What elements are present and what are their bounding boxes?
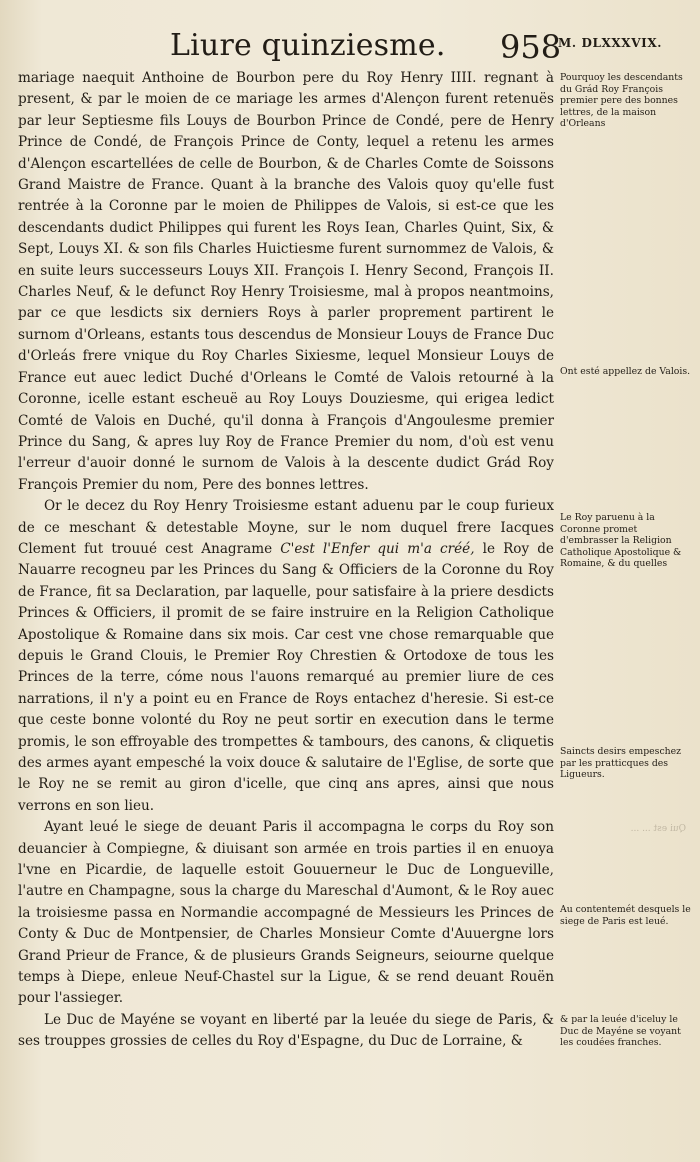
marginal-note-5: Au contentemét desquels le siege de Paris est leué. [560,904,691,927]
paragraph-1: mariage naequit Anthoine de Bourbon pere du Roy Henry IIII. regnant à present, & par le moien de ce mariage les armes d'Alençon furent retenuës par leur Septiesme fils Louys de Bourbon Prince de Condé, pere de Henry Prince de Condé, de François Prince de Conty, lequel a retenu les armes d'Alençon escartellées de celle de Bourbon, & de Charles Comte de Soissons Grand Maistre de France. Quant à la branche des Valois quoy qu'elle fust rentrée à la Coronne par le moien de Philippes de Valois, si est-ce que les descendants dudict Philippes qui furent les Roys Iean, Charles Quint, Six, & Sept, Louys XI. & son fils Charles Huictiesme furent surnommez de Valois, & en suite leurs successeurs Louys XII. François I. Henry Second, François II. Charles Neuf, & le defunct Roy Henry Troisiesme, mal à propos neantmoins, par ce que lesdicts six derniers Roys à parler proprement partirent le surnom d'Orleans, estants tous descendus de Monsieur Louys de France Duc d'Orleás frere vnique du Roy Charles Sixiesme, lequel Monsieur Louys de France eut auec ledict Duché d'Orleans le Comté de Valois retourné à la Coronne, icelle estant escheuë au Roy Louys Douziesme, qui erigea ledict Comté de Valois en Duché, qu'il donna à François d'Angoulesme premier Prince du Sang, & apres luy Roy de France Premier du nom, d'où est venu l'erreur d'auoir donné le surnom de Valois à la descente dudict Grád Roy François Premier du nom, Pere des bonnes lettres. [18,70,554,493]
paragraph-2-text: Or le decez du Roy Henry Troisiesme estant aduenu par le coup furieux de ce meschant & detestable Moyne, sur le nom duquel frere Iacques Clement fut trouué cest Anagrame [18,498,554,557]
paragraph-2-continuation: le Roy de Nauarre recogneu par les Princes du Sang & Officiers de la Coronne du Roy de France, fit sa Declaration, par laquelle, pour satisfaire à la priere desdicts Princes & Officiers, il promit de se faire instruire en la Religion Catholique Apostolique & Romaine dans six mois. Car cest vne chose remarquable que depuis le Grand Clouis, le Premier Roy Chrestien & Ortodoxe de tous les Princes de la terre, cóme nous l'auons remarqué au premier liure de ces narrations, il n'y a point eu en France de Roys entachez d'heresie. Si est-ce que ceste bonne volonté du Roy ne peut sortir en execution dans le terme promis, le son effroyable des trompettes & tambours, des canons, & cliquetis des armes ayant empesché la voix douce & salutaire de l'Eglise, de sorte que le Roy ne se remit au giron d'icelle, que cinq ans apres, ainsi que nous verrons en son lieu. [18,540,554,814]
marginal-note-2: Ont esté appellez de Valois. [560,366,691,377]
year-heading: M. DLXXXVIX. [558,36,663,50]
page-header [0,28,700,68]
page-number: 958 [500,28,562,66]
main-text [18,68,554,1053]
paragraph-3: Ayant leué le siege de deuant Paris il accompagna le corps du Roy son deuancier à Compiegne, & diuisant son armée en trois parties il en enuoya l'vne en Picardie, de laquelle estoit Gouuerneur le Duc de Longueville, l'autre en Champagne, sous la charge du Mareschal d'Aumont, & le Roy auec la troisiesme passa en Normandie accompagné de Messieurs les Princes de Conty & Duc de Montpensier, de Charles Monsieur Comte d'Auuergne lors Grand Prieur de France, & de plusieurs Grands Seigneurs, seiourne quelque temps à Diepe, enleue Neuf-Chastel sur la Ligue, & se rend deuant Rouën pour l'assieger. [18,819,554,1007]
marginal-note-4: Saincts desirs empeschez par les pratticques des Ligueurs. [560,746,682,781]
paragraph-2 [18,496,554,817]
running-title: Liure quinziesme. [170,28,446,63]
marginal-note-1: Pourquoy les descendants du Grád Roy François premier pere des bonnes lettres, de la maison d'Orleans [560,72,683,130]
bleed-through-text: Qui est ... ... [630,824,686,834]
marginal-note-6: & par la leuée d'iceluy le Duc de Mayéne se voyant les coudées franches. [560,1014,681,1049]
paragraph-4: Le Duc de Mayéne se voyant en liberté par la leuée du siege de Paris, & ses trouppes grossies de celles du Roy d'Espagne, du Duc de Lorraine, & [18,1011,554,1050]
marginal-note-3: Le Roy paruenu à la Coronne promet d'embrasser la Religion Catholique Apostolique & Romaine, & du quelles [560,512,682,570]
anagram: C'est l'Enfer qui m'a créé, [280,540,475,557]
